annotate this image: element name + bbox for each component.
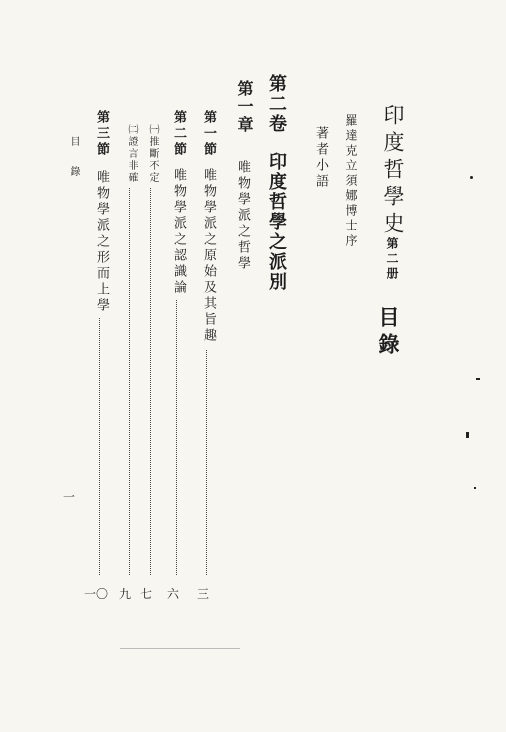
chapter-one-title: 唯物學派之哲學	[235, 160, 250, 272]
sec2-leader	[176, 300, 177, 575]
scan-smudge	[120, 648, 240, 649]
footer-label: 目錄	[68, 136, 79, 196]
page-number: 一	[63, 490, 76, 504]
sec1-leader	[206, 350, 207, 575]
part-two-title: 印度哲學之派別	[266, 152, 287, 292]
scan-speck	[466, 432, 469, 438]
preface-entry: 羅達克立須娜博士序	[344, 114, 358, 249]
scan-speck	[476, 378, 480, 380]
sub1-leader	[150, 188, 151, 575]
book-title: 印度哲學史	[381, 104, 405, 239]
scan-speck	[470, 176, 473, 179]
sec3-page: 一〇	[84, 587, 109, 601]
sec3-label: 第三節	[94, 110, 109, 158]
contents-heading: 目錄	[376, 306, 401, 360]
sec2-title: 唯物學派之認識論	[171, 168, 186, 296]
sec1-label: 第一節	[201, 110, 216, 158]
sec1-page: 三	[197, 587, 210, 601]
sec1-title: 唯物學派之原始及其旨趣	[201, 168, 216, 344]
part-two-label: 第二卷	[266, 74, 287, 134]
sub2-leader	[129, 188, 130, 575]
sec2-page: 六	[167, 587, 180, 601]
sec2-label: 第二節	[171, 110, 186, 158]
sec3-title: 唯物學派之形而上學	[94, 170, 109, 314]
sub1-entry: ㈠推斷不定	[147, 124, 158, 184]
sub2-page: 九	[119, 587, 132, 601]
sub2-entry: ㈡證言非確	[126, 124, 137, 184]
scan-speck	[474, 487, 476, 489]
chapter-one-label: 第一章	[235, 80, 254, 134]
sub1-page: 七	[140, 587, 153, 601]
volume-label: 第二册	[385, 237, 399, 282]
sec3-leader	[99, 318, 100, 575]
author-note-entry: 著者小語	[313, 126, 328, 190]
